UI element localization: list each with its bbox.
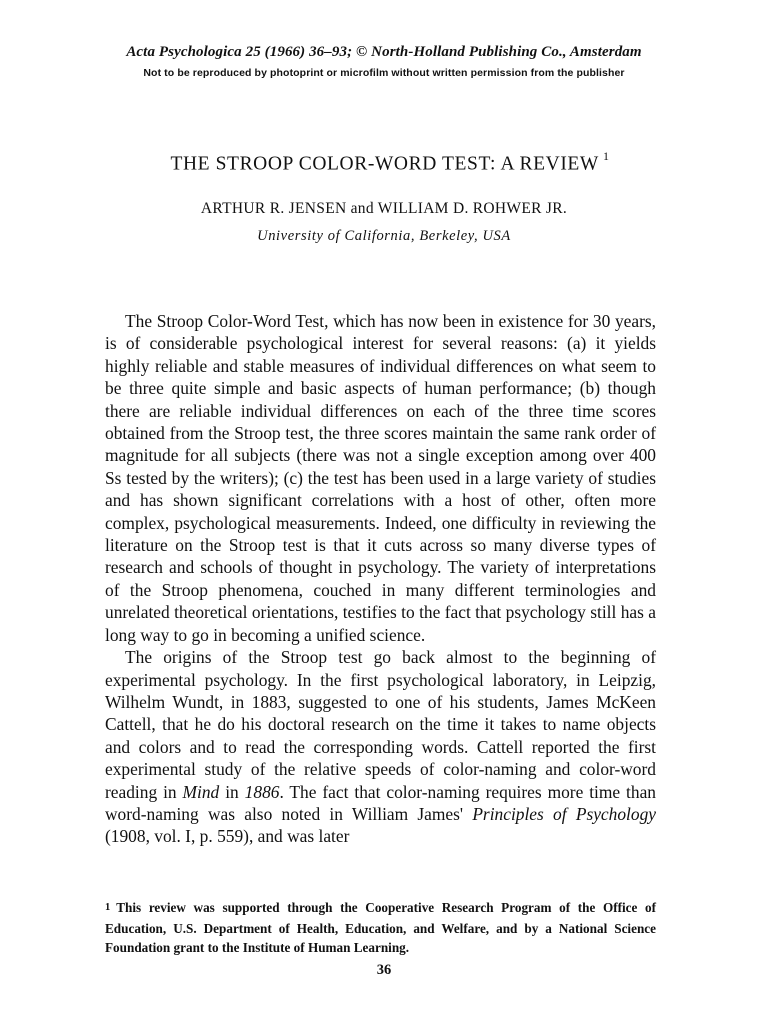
publication-year: 1886 xyxy=(244,781,280,802)
article-title xyxy=(0,151,768,176)
book-title: Principles of Psychology xyxy=(472,803,656,824)
footnote-divider xyxy=(105,887,656,888)
article-body xyxy=(105,310,656,848)
article-authors: ARTHUR R. JENSEN and WILLIAM D. ROHWER JR. xyxy=(200,200,568,217)
journal-name: Mind xyxy=(182,781,220,802)
footnote xyxy=(105,898,656,957)
body-paragraph xyxy=(105,646,656,848)
body-text-segment: (1908, vol. I, p. 559), and was later xyxy=(105,826,350,847)
body-text-segment: The origins of the Stroop test go back almost to the beginning of experimental psychology. In the first psychological laboratory, in Leipzig, Wilhelm Wundt, in 1883, suggested to one of his students, James McKeen Cattell, that he do his doctoral research on the time it takes to name objects and colors and to read the corresponding words. Cattell reported the first experimental study of the relative speeds of color-naming and color-word reading in xyxy=(105,647,656,802)
journal-citation: Acta Psychologica 25 (1966) 36–93; © North-Holland Publishing Co., Amsterdam xyxy=(126,44,642,60)
footnote-text: This review was supported through the Cooperative Research Program of the Office of Education, U.S. Department of Health, Education, and Welfare, and by a National Science Foundation grant to the Institute of Human Learning. xyxy=(105,900,656,955)
reproduction-notice: Not to be reproduced by photoprint or microfilm without written permission from the publisher xyxy=(143,67,625,79)
body-paragraph: The Stroop Color-Word Test, which has now been in existence for 30 years, is of considerable psychological interest for several reasons: (a) it yields highly reliable and stable measures of individual differences on what seem to be three quite simple and basic aspects of human performance; (b) though there are reliable individual differences on each of the three time scores obtained from the Stroop test, the three scores maintain the same rank order of magnitude for all subjects (there was not a single exception among over 400 Ss tested by the writers); (c) the test has been used in a large variety of studies and has shown significant correlations with a host of other, often more complex, psychological measurements. Indeed, one difficulty in reviewing the literature on the Stroop test is that it cuts across so many diverse types of research and schools of thought in psychology. The variety of interpretations of the Stroop phenomena, couched in many different terminologies and unrelated theoretical orientations, testifies to the fact that psychology still has a long way to go in becoming a unified science. xyxy=(105,311,656,645)
footnote-marker: 1 xyxy=(105,902,111,913)
page-number: 36 xyxy=(376,962,392,978)
author-affiliation: University of California, Berkeley, USA xyxy=(257,228,511,244)
body-text-segment: . The fact that color-naming requires more time than word-naming was also noted in William James' xyxy=(105,781,656,824)
title-footnote-marker: 1 xyxy=(602,149,610,163)
body-text-segment: in xyxy=(225,781,239,802)
article-title-text: THE STROOP COLOR-WORD TEST: A REVIEW xyxy=(170,153,599,175)
